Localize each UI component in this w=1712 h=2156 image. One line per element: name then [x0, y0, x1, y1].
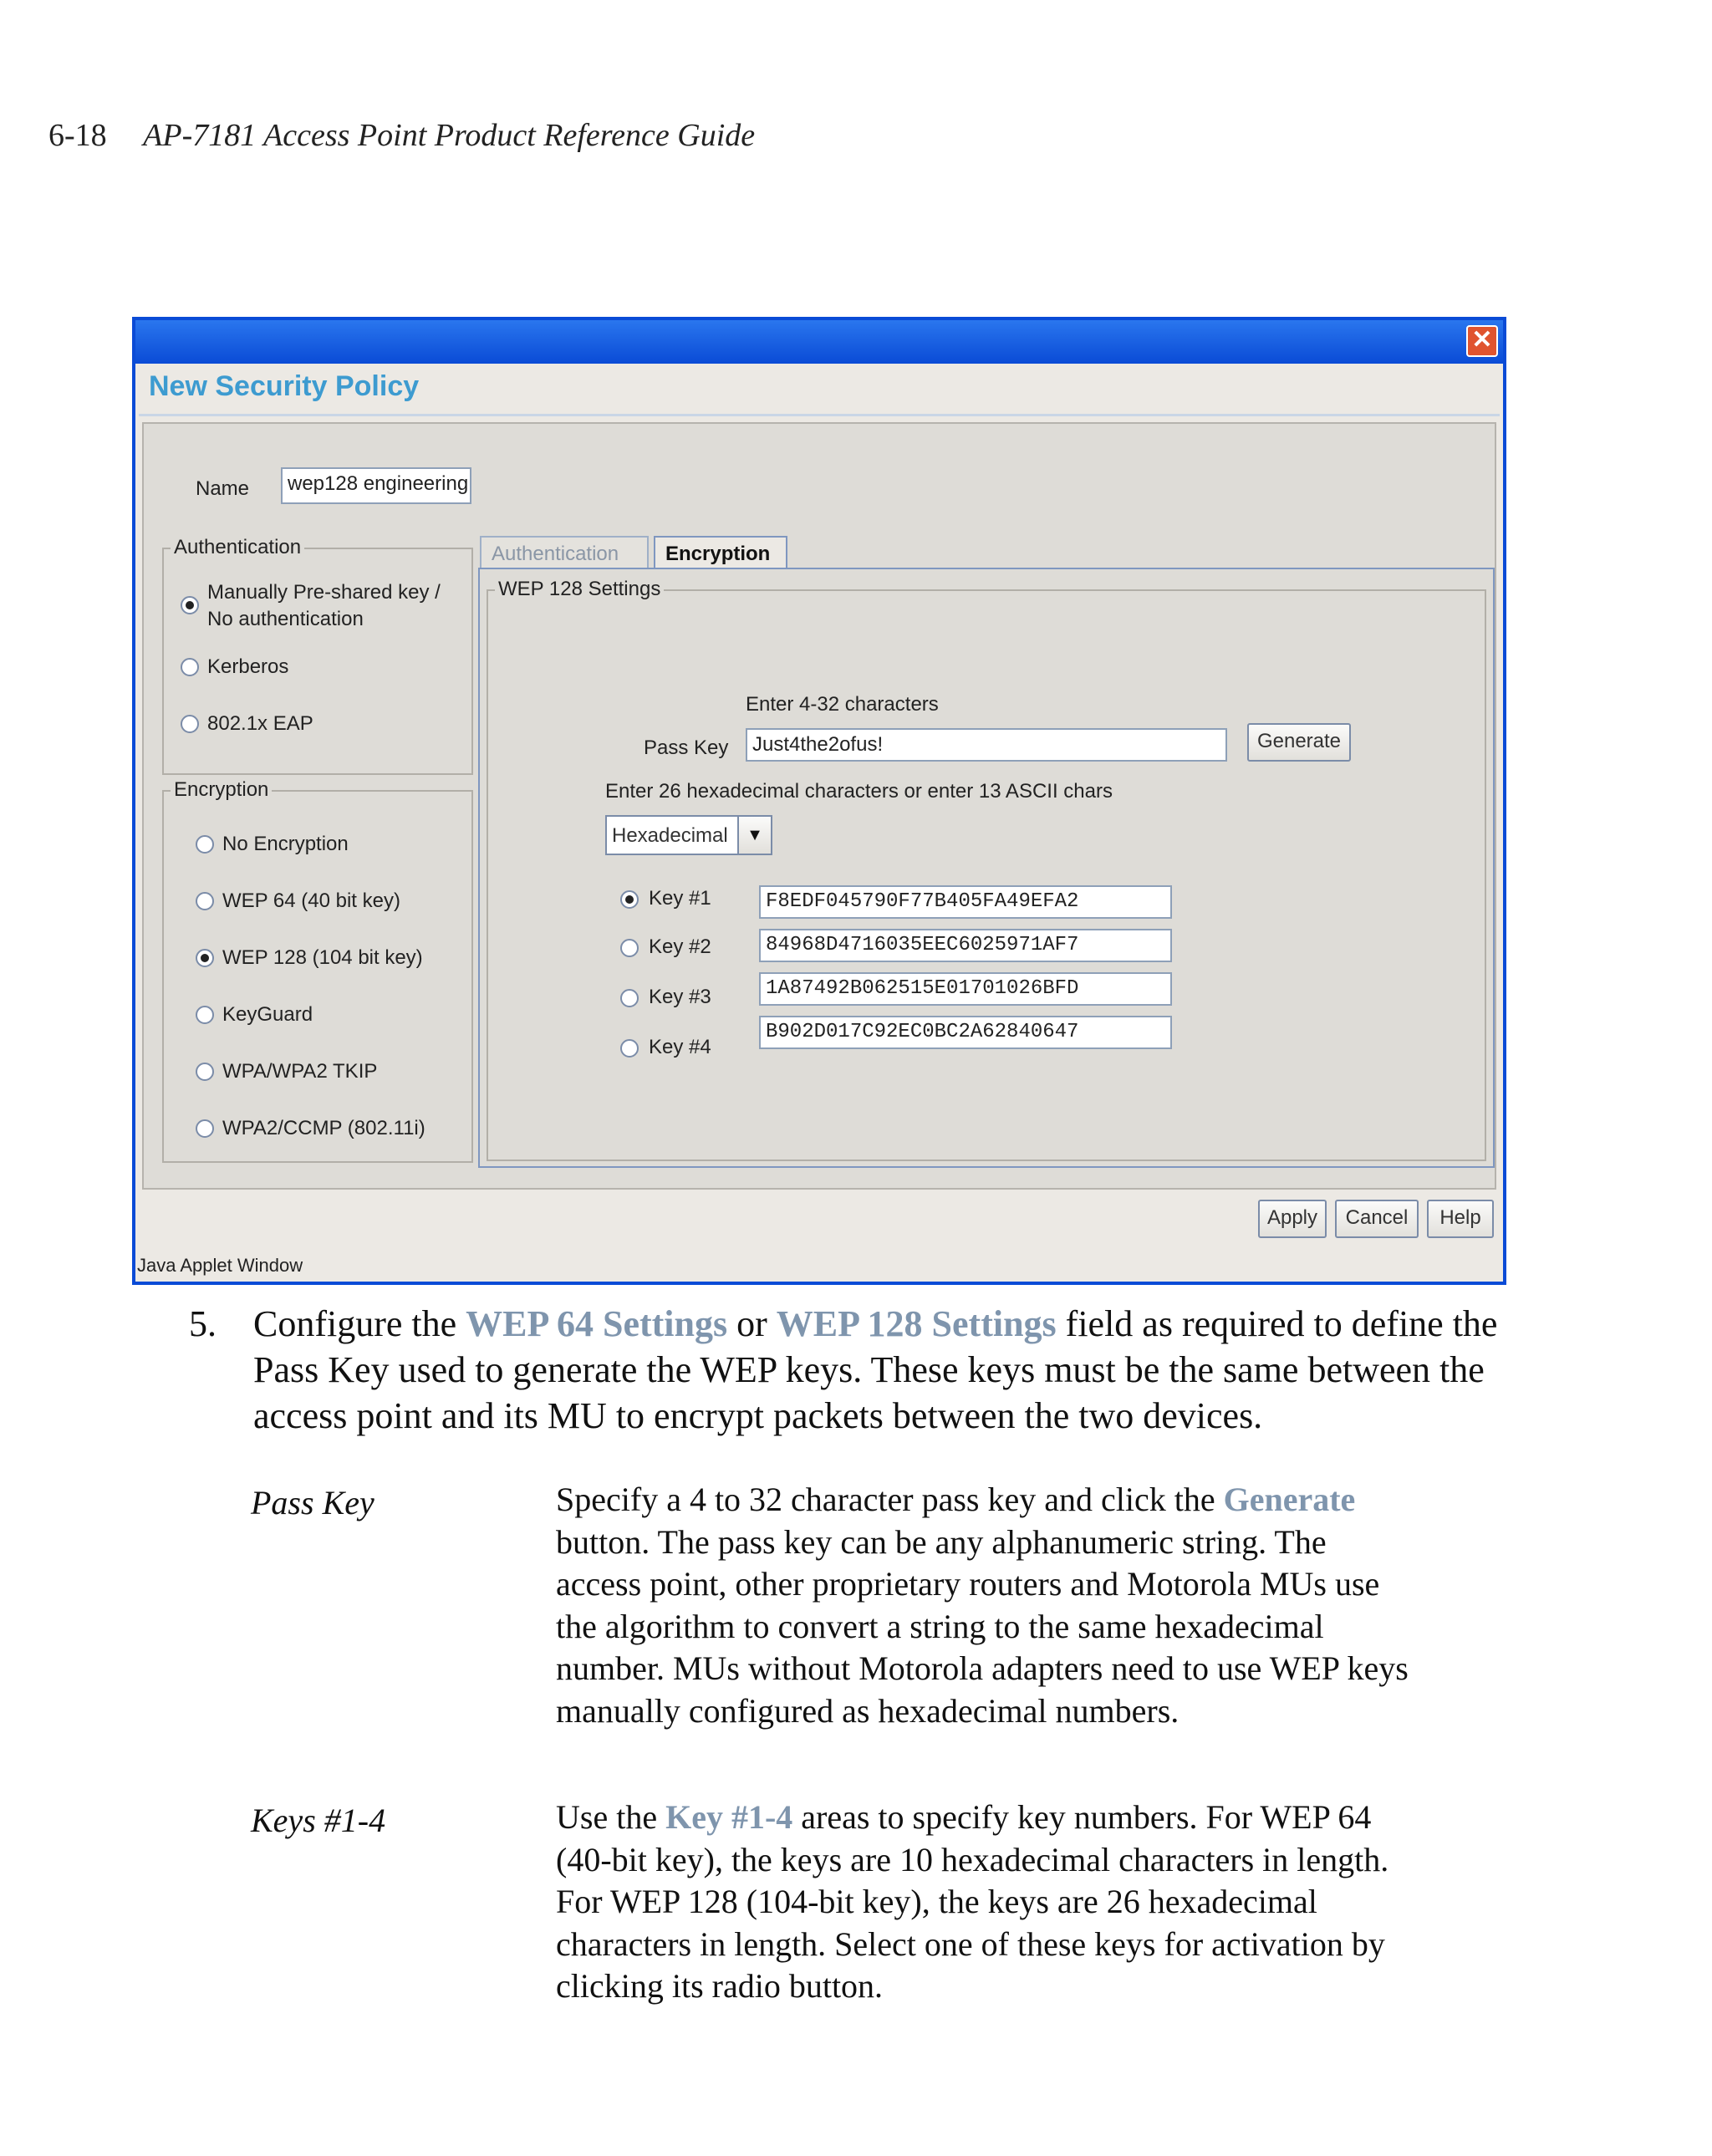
- enc-tkip-label: WPA/WPA2 TKIP: [222, 1060, 378, 1083]
- encryption-tab-panel: [478, 568, 1495, 1168]
- status-text: Java Applet Window: [137, 1255, 303, 1276]
- key4-input[interactable]: B902D017C92EC0BC2A62840647: [759, 1016, 1172, 1049]
- wep-settings-group: [487, 578, 1486, 1161]
- hex-hint: Enter 26 hexadecimal characters or enter 13 ASCII chars: [605, 780, 1113, 803]
- def-keys-end: areas to specify key numbers. For WEP 64 (40-bit key), the keys are 10 hexadecimal characters in length. For WEP 128 (104-bit key), the keys are 26 hexadecimal characters in length. Select one of these keys for activation by clicking its radio button.: [556, 1798, 1389, 2005]
- enc-ccmp-radio[interactable]: [196, 1119, 214, 1138]
- wep128-settings-ref: WEP 128 Settings: [776, 1303, 1057, 1344]
- auth-kerberos-radio[interactable]: [181, 658, 199, 676]
- key2-label: Key #2: [649, 935, 711, 958]
- passkey-input[interactable]: Just4the2ofus!: [746, 728, 1227, 762]
- key3-radio[interactable]: [620, 989, 639, 1007]
- generate-ref: Generate: [1223, 1481, 1356, 1518]
- enc-none-label: No Encryption: [222, 833, 349, 855]
- key1-label: Key #1: [649, 887, 711, 910]
- key1-radio[interactable]: [620, 890, 639, 909]
- name-label: Name: [196, 477, 250, 500]
- policy-form: [142, 422, 1496, 1190]
- window-client: [135, 364, 1503, 1282]
- auth-eap-label: 802.1x EAP: [207, 712, 313, 735]
- auth-preshared-label-2: No authentication: [207, 608, 364, 630]
- key4-radio[interactable]: [620, 1039, 639, 1058]
- step-number: 5.: [189, 1303, 217, 1344]
- tab-authentication[interactable]: Authentication: [480, 536, 649, 569]
- enc-wep64-label: WEP 64 (40 bit key): [222, 889, 400, 912]
- key3-label: Key #3: [649, 986, 711, 1008]
- security-policy-window: [132, 317, 1506, 1285]
- page-header: [48, 117, 755, 154]
- tab-encryption[interactable]: Encryption: [654, 536, 787, 569]
- def-passkey-end: button. The pass key can be any alphanumeric string. The access point, other proprietary routers and Motorola MUs use the algorithm to convert a string to the same hexadecimal number. MUs without Motorola adapters need to use WEP keys manually configured as hexadecimal numbers.: [556, 1522, 1409, 1730]
- def-desc-passkey: [556, 1479, 1409, 1732]
- key-range-ref: Key #1-4: [665, 1798, 793, 1836]
- cancel-button[interactable]: Cancel: [1335, 1200, 1419, 1238]
- key1-input[interactable]: F8EDF045790F77B405FA49EFA2: [759, 885, 1172, 919]
- enc-wep128-radio[interactable]: [196, 949, 214, 967]
- key3-input[interactable]: 1A87492B062515E01701026BFD: [759, 972, 1172, 1006]
- page-number: 6-18: [48, 118, 107, 153]
- auth-preshared-label: Manually Pre-shared key /: [207, 581, 441, 604]
- apply-button[interactable]: Apply: [1258, 1200, 1327, 1238]
- enc-none-radio[interactable]: [196, 835, 214, 854]
- auth-kerberos-label: Kerberos: [207, 655, 289, 678]
- generate-button[interactable]: Generate: [1247, 723, 1351, 762]
- chevron-down-icon[interactable]: ▼: [737, 817, 771, 854]
- key-format-select[interactable]: [605, 815, 772, 855]
- enc-wep64-radio[interactable]: [196, 892, 214, 910]
- step-text-mid: or: [727, 1303, 777, 1344]
- key2-input[interactable]: 84968D4716035EEC6025971AF7: [759, 929, 1172, 962]
- enc-keyguard-label: KeyGuard: [222, 1003, 313, 1026]
- authentication-legend: Authentication: [171, 536, 304, 559]
- wep-settings-legend: WEP 128 Settings: [495, 578, 664, 601]
- encryption-group: [162, 778, 473, 1163]
- step-text-start: Configure the: [253, 1303, 466, 1344]
- def-passkey-start: Specify a 4 to 32 character pass key and click the: [556, 1481, 1224, 1518]
- def-keys-start: Use the: [556, 1798, 666, 1836]
- name-field[interactable]: wep128 engineering: [281, 467, 471, 504]
- encryption-legend: Encryption: [171, 778, 272, 802]
- enc-wep128-label: WEP 128 (104 bit key): [222, 946, 423, 969]
- enc-ccmp-label: WPA2/CCMP (802.11i): [222, 1117, 425, 1139]
- wep64-settings-ref: WEP 64 Settings: [466, 1303, 728, 1344]
- key-format-value: Hexadecimal: [612, 824, 728, 847]
- step-text-end: field as required to define the Pass Key used to generate the WEP keys. These keys must be the same between the access point and its MU to encrypt packets between the two devices.: [253, 1303, 1498, 1436]
- authentication-group: [162, 536, 473, 775]
- enc-keyguard-radio[interactable]: [196, 1006, 214, 1024]
- status-bar: [135, 1248, 1503, 1282]
- def-desc-keys: [556, 1797, 1409, 2008]
- passkey-label: Pass Key: [644, 737, 729, 759]
- title-divider: [139, 414, 1500, 416]
- def-term-keys: Keys #1-4: [251, 1802, 386, 1839]
- enc-tkip-radio[interactable]: [196, 1063, 214, 1081]
- guide-title: AP-7181 Access Point Product Reference Guide: [143, 118, 756, 153]
- help-button[interactable]: Help: [1427, 1200, 1494, 1238]
- key2-radio[interactable]: [620, 939, 639, 957]
- step-text: [253, 1301, 1557, 1439]
- close-button[interactable]: ✕: [1466, 325, 1498, 357]
- passkey-hint: Enter 4-32 characters: [746, 693, 939, 716]
- dialog-title: New Security Policy: [149, 370, 420, 402]
- key4-label: Key #4: [649, 1036, 711, 1058]
- window-titlebar[interactable]: [135, 320, 1503, 364]
- def-term-passkey: Pass Key: [251, 1484, 374, 1521]
- auth-eap-radio[interactable]: [181, 715, 199, 733]
- auth-preshared-radio[interactable]: [181, 596, 199, 614]
